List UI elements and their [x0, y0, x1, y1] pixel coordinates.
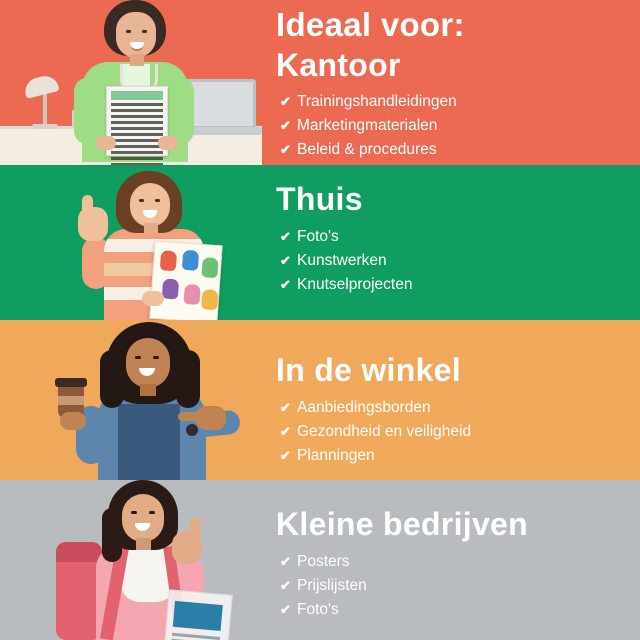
pointing-finger-icon: [178, 412, 202, 421]
woman-face: [122, 494, 164, 542]
desk-lamp-head: [22, 73, 59, 99]
handprint-icon: [201, 257, 218, 278]
thumb-icon: [82, 195, 93, 215]
section-home: [0, 165, 640, 320]
check-icon: ✔: [280, 94, 291, 110]
list-item: [280, 273, 640, 297]
girl-neck: [144, 223, 158, 233]
girl-right-eye: [155, 199, 160, 202]
sheet-rows: [107, 103, 167, 165]
check-icon: ✔: [280, 142, 291, 158]
sheet-header-bar: [111, 91, 163, 100]
store-photo: [0, 320, 262, 480]
bullet-label: Gezondheid en veiligheid: [297, 422, 472, 440]
section-heading-small-business: Kleine bedrijven: [276, 506, 528, 542]
list-item: [280, 114, 640, 138]
check-icon: ✔: [280, 252, 291, 268]
handprint-artwork: [149, 241, 222, 320]
bullet-label: Trainingshandleidingen: [297, 93, 457, 111]
handprint-icon: [201, 289, 218, 310]
woman-right-eye: [149, 511, 155, 514]
woman-left-eye: [131, 511, 137, 514]
coffee-cup-lid: [55, 378, 87, 387]
section-office: [0, 0, 640, 165]
handprint-icon: [182, 250, 199, 271]
bullet-list-in-store: [262, 396, 640, 468]
section-heading-office: Kantoor: [276, 46, 401, 83]
thumb-icon: [190, 518, 201, 539]
list-item: [280, 90, 640, 114]
bag-text-lines: [170, 633, 220, 640]
check-icon: ✔: [280, 577, 291, 593]
check-icon: ✔: [280, 601, 291, 617]
woman-left-eye: [126, 30, 131, 33]
bullet-label: Foto's: [297, 227, 339, 245]
bullet-label: Prijslijsten: [297, 576, 367, 594]
woman-right-hand: [158, 136, 178, 150]
office-photo: [0, 0, 262, 165]
list-item: [280, 249, 640, 273]
bag-label: [173, 601, 223, 631]
section-heading-home: Thuis: [276, 181, 363, 217]
woman-left-hand: [96, 136, 116, 150]
check-icon: ✔: [280, 553, 291, 569]
woman-face: [126, 338, 170, 388]
small-business-text: [262, 480, 640, 640]
bullet-label: Kunstwerken: [297, 251, 387, 269]
handprint-icon: [160, 250, 177, 271]
yoga-mat-end: [56, 542, 102, 562]
woman-neck: [136, 538, 151, 550]
bullet-label: Knutselprojecten: [297, 275, 413, 293]
apron: [118, 404, 180, 480]
girl-hand-holding-artwork: [142, 291, 164, 306]
office-text: [262, 0, 640, 165]
section-small-business: [0, 480, 640, 640]
bullet-list-small-business: [262, 550, 640, 622]
desk-lamp-stem: [43, 91, 47, 125]
list-item: [280, 420, 640, 444]
woman-right-eye: [153, 356, 159, 359]
bullet-label: Planningen: [297, 446, 375, 464]
woman-left-eye: [135, 356, 141, 359]
bullet-list-office: [262, 90, 640, 162]
check-icon: ✔: [280, 228, 291, 244]
wristwatch: [186, 424, 198, 436]
woman-neck: [140, 384, 156, 396]
list-item: [280, 574, 640, 598]
check-icon: ✔: [280, 118, 291, 134]
list-item: [280, 550, 640, 574]
check-icon: ✔: [280, 276, 291, 292]
check-icon: ✔: [280, 447, 291, 463]
handprint-icon: [183, 284, 200, 305]
woman-face: [116, 12, 156, 58]
home-photo: [0, 165, 262, 320]
girl-face: [130, 183, 170, 227]
section-heading-in-store: In de winkel: [276, 352, 461, 388]
list-item: [280, 225, 640, 249]
small-business-photo: [0, 480, 262, 640]
check-icon: ✔: [280, 423, 291, 439]
bullet-list-home: [262, 225, 640, 297]
bullet-label: Aanbiedingsborden: [297, 398, 431, 416]
list-item: [280, 444, 640, 468]
bullet-label: Posters: [297, 552, 350, 570]
bullet-label: Beleid & procedures: [297, 141, 437, 159]
list-item: [280, 396, 640, 420]
list-item: [280, 138, 640, 162]
section-in-store: [0, 320, 640, 480]
list-item: [280, 598, 640, 622]
girl-left-eye: [139, 199, 144, 202]
woman-right-eye: [142, 30, 147, 33]
check-icon: ✔: [280, 399, 291, 415]
bullet-label: Marketingmaterialen: [297, 117, 438, 135]
coffee-cup-sleeve: [58, 396, 84, 405]
shopping-bag: [163, 589, 233, 640]
handprint-icon: [162, 278, 179, 299]
bullet-label: Foto's: [297, 600, 339, 618]
store-text: [262, 320, 640, 480]
hand-holding-cup: [60, 412, 86, 430]
poster-title: Ideaal voor:: [276, 6, 465, 43]
home-text: [262, 165, 640, 320]
woman-neck: [130, 54, 144, 66]
